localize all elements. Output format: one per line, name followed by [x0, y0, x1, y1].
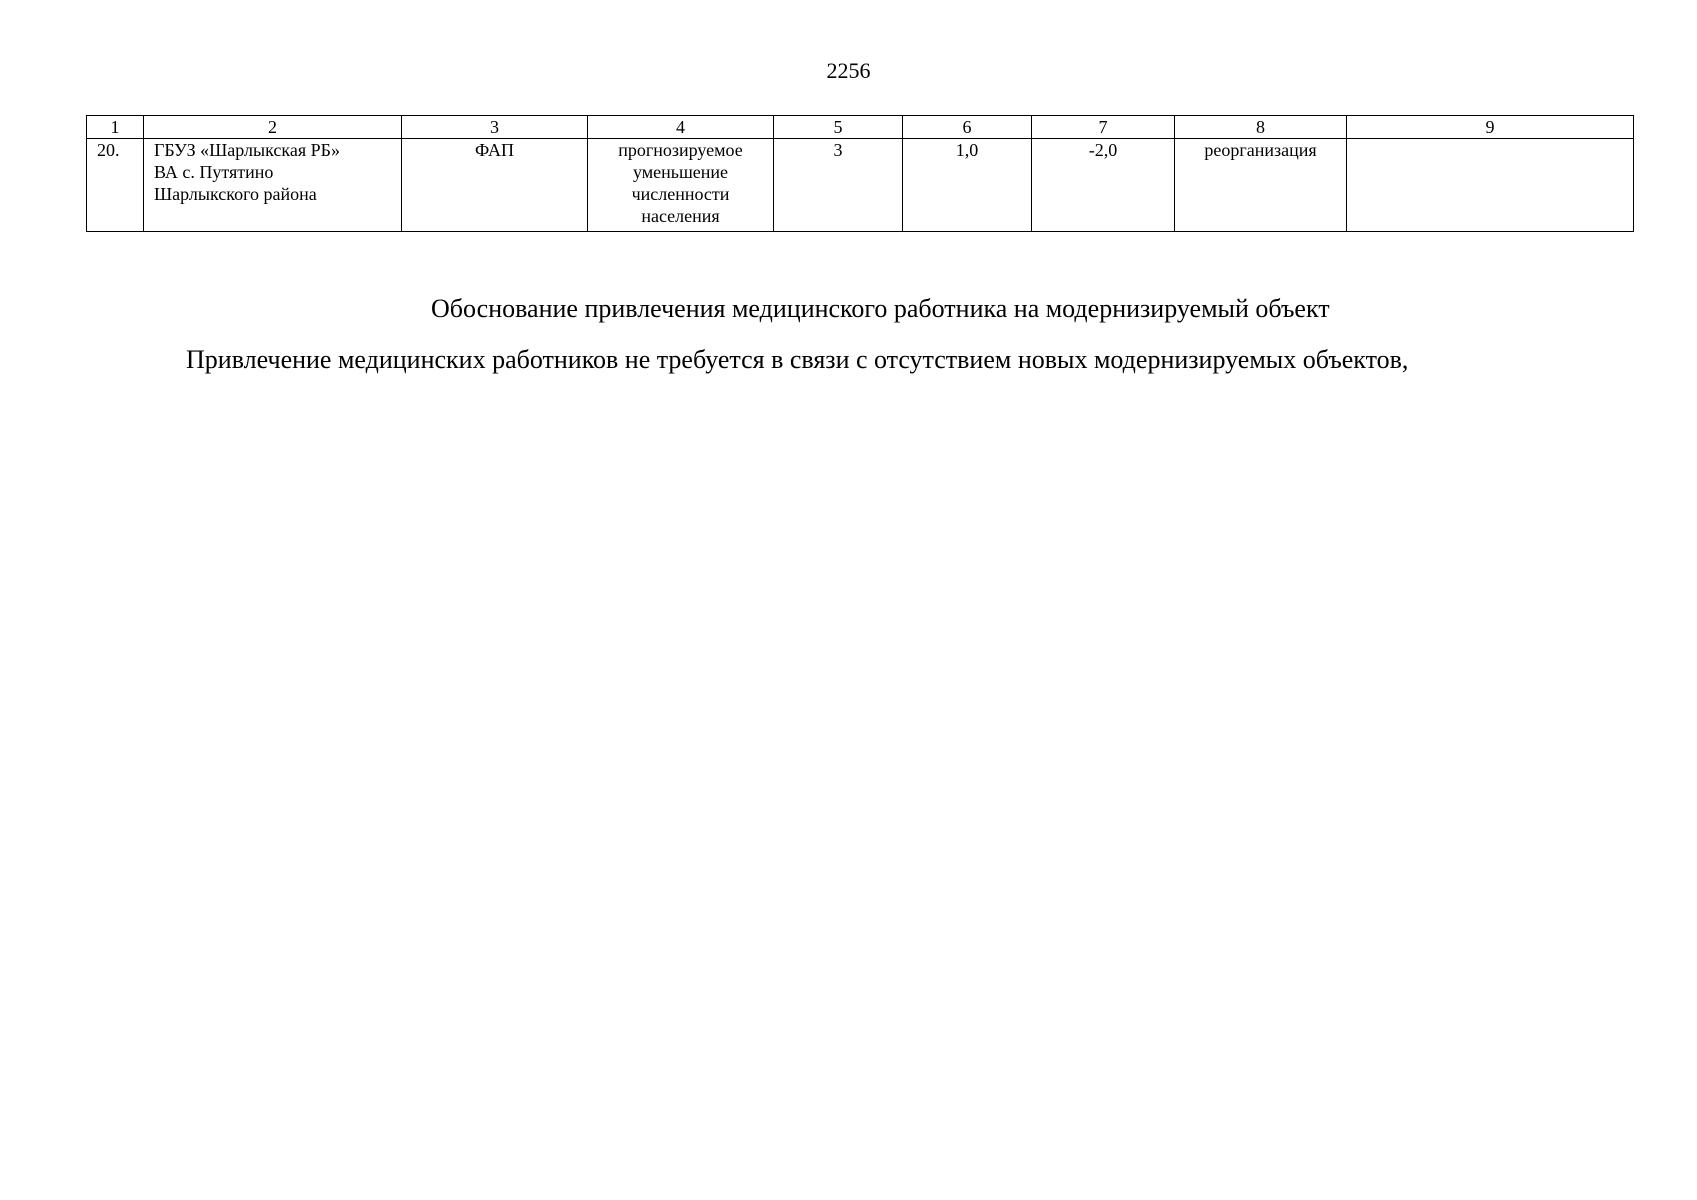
- column-number-7: 7: [1032, 116, 1175, 139]
- column-number-2: 2: [144, 116, 402, 139]
- table-header-row: [87, 116, 1634, 139]
- column-number-6: 6: [903, 116, 1032, 139]
- body-paragraph: Привлечение медицинских работников не требуется в связи с отсутствием новых модернизируемых объектов,: [186, 345, 1409, 374]
- page-number: 2256: [826, 58, 871, 83]
- table-row: [87, 139, 1634, 232]
- facility-type-cell: ФАП: [402, 139, 588, 232]
- col7-cell: -2,0: [1032, 139, 1175, 232]
- column-number-4: 4: [588, 116, 774, 139]
- institution-line: ГБУЗ «Шарлыкская РБ»: [154, 140, 340, 160]
- reason-line: населения: [641, 206, 720, 226]
- col6-cell: 1,0: [903, 139, 1032, 232]
- column-number-8: 8: [1175, 116, 1347, 139]
- column-number-3: 3: [402, 116, 588, 139]
- col9-cell: [1347, 139, 1634, 232]
- reason-cell: [588, 139, 774, 232]
- column-number-1: 1: [87, 116, 144, 139]
- institution-cell: [144, 139, 402, 232]
- row-number-cell: 20.: [87, 139, 144, 232]
- data-table: [86, 115, 1634, 232]
- reason-line: уменьшение: [632, 162, 729, 182]
- reason-line: прогнозируемое: [618, 140, 743, 160]
- section-heading: Обоснование привлечения медицинского работника на модернизируемый объект: [431, 294, 1330, 323]
- action-cell: реорганизация: [1175, 139, 1347, 232]
- col5-cell: 3: [774, 139, 903, 232]
- reason-line: численности: [631, 184, 730, 204]
- institution-line: ВА с. Путятино: [154, 162, 274, 182]
- column-number-9: 9: [1347, 116, 1634, 139]
- column-number-5: 5: [774, 116, 903, 139]
- institution-line: Шарлыкского района: [154, 184, 317, 204]
